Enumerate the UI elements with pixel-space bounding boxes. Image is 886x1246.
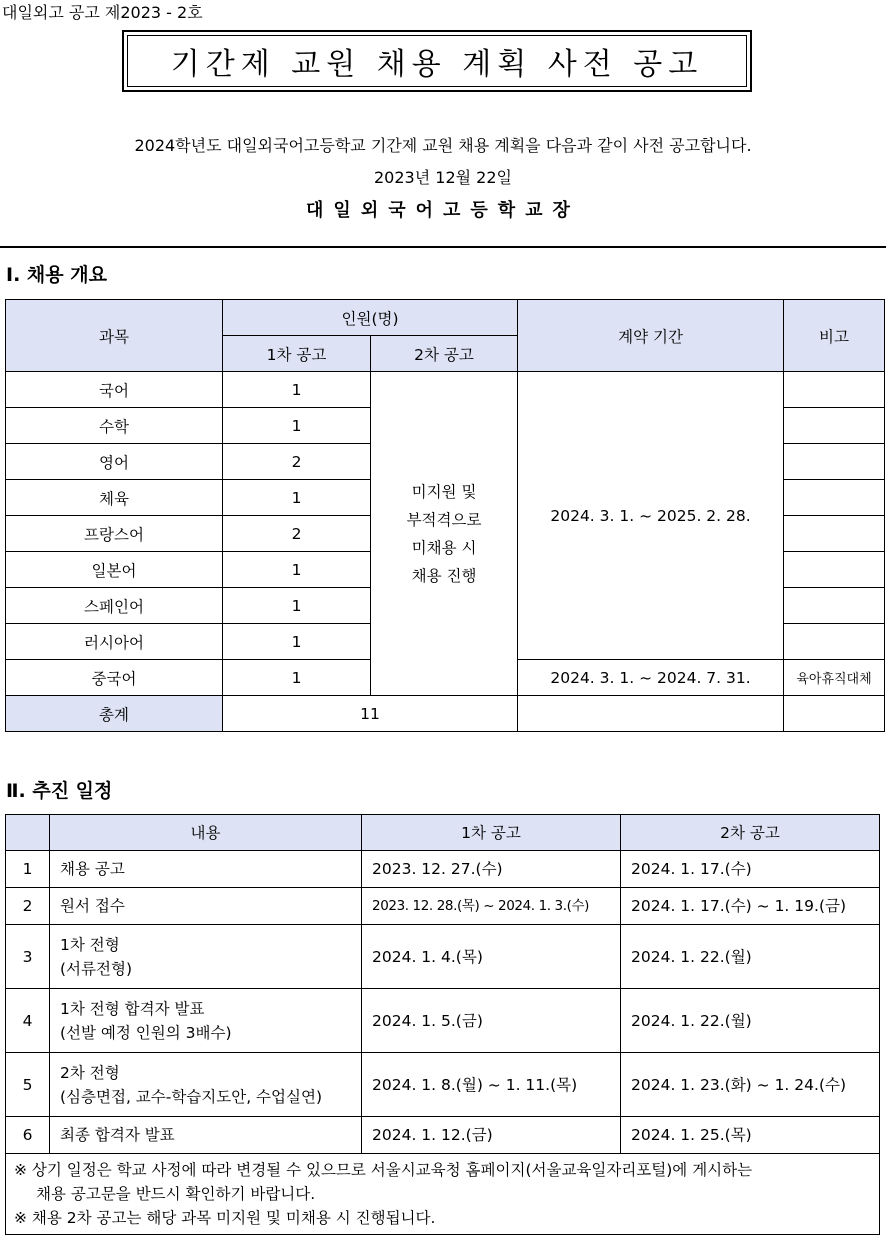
first-date-cell: 2024. 1. 4.(목): [362, 925, 621, 989]
divider: [0, 246, 886, 248]
second-notice-line: 부적격으로: [406, 510, 482, 529]
second-date-cell: 2024. 1. 17.(수) ~ 1. 19.(금): [621, 888, 880, 925]
second-date-cell: 2024. 1. 22.(월): [621, 989, 880, 1053]
content-cell: [50, 989, 362, 1053]
content-line: 최종 합격자 발표: [60, 1126, 175, 1144]
subject-cell: 일본어: [6, 552, 223, 588]
note-cell: [784, 516, 885, 552]
first-date-cell: 2024. 1. 8.(월) ~ 1. 11.(목): [362, 1053, 621, 1117]
second-date-cell: 2024. 1. 22.(월): [621, 925, 880, 989]
first-date-cell: 2023. 12. 27.(수): [362, 851, 621, 888]
second-notice-line: 미채용 시: [411, 538, 477, 557]
intro-text: 2024학년도 대일외국어고등학교 기간제 교원 채용 계획을 다음과 같이 사전 공고합니다.: [134, 136, 752, 155]
content-line: 채용 공고: [60, 860, 125, 878]
table-row: [6, 925, 880, 989]
contract-period-cell: 2024. 3. 1. ~ 2025. 2. 28.: [518, 372, 784, 660]
second-notice-line: 미지원 및: [411, 482, 477, 501]
subject-cell: 중국어: [6, 660, 223, 696]
second-date-cell: 2024. 1. 17.(수): [621, 851, 880, 888]
header-period: 계약 기간: [518, 300, 784, 372]
contract-period-cell: 2024. 3. 1. ~ 2024. 7. 31.: [518, 660, 784, 696]
content-cell: [50, 925, 362, 989]
row-number: 2: [6, 888, 50, 925]
row-number: 6: [6, 1117, 50, 1154]
subject-cell: 국어: [6, 372, 223, 408]
note-cell: 육아휴직대체: [784, 660, 885, 696]
subject-cell: 영어: [6, 444, 223, 480]
total-row: [6, 696, 885, 732]
content-line: 1차 전형 합격자 발표: [60, 999, 205, 1018]
total-label: 총계: [6, 696, 223, 732]
second-date-cell: 2024. 1. 23.(화) ~ 1. 24.(수): [621, 1053, 880, 1117]
first-count-cell: 1: [223, 480, 371, 516]
first-count-cell: 1: [223, 408, 371, 444]
header-headcount: 인원(명): [223, 300, 518, 336]
content-cell: [50, 1053, 362, 1117]
section2-title: Ⅱ. 추진 일정: [6, 780, 113, 802]
notice-date: 2023년 12월 22일: [374, 168, 512, 187]
note-line: ※ 상기 일정은 학교 사정에 따라 변경될 수 있으므로 서울시교육청 홈페이지(서울교육일자리포털)에 게시하는: [14, 1161, 753, 1179]
first-date-cell: 2023. 12. 28.(목) ~ 2024. 1. 3.(수): [362, 888, 621, 925]
note-line: ※ 채용 2차 공고는 해당 과목 미지원 및 미채용 시 진행됩니다.: [14, 1209, 436, 1227]
row-number: 1: [6, 851, 50, 888]
first-count-cell: 2: [223, 444, 371, 480]
row-number: 5: [6, 1053, 50, 1117]
subject-cell: 프랑스어: [6, 516, 223, 552]
note-cell: [784, 480, 885, 516]
table-row: [6, 1053, 880, 1117]
note-cell: [784, 552, 885, 588]
note-cell: [784, 444, 885, 480]
content-line: 1차 전형: [60, 935, 120, 954]
total-note-cell: [784, 696, 885, 732]
note-line: 채용 공고문을 반드시 확인하기 바랍니다.: [36, 1185, 316, 1203]
second-notice-cell: [371, 372, 518, 696]
first-date-cell: 2024. 1. 5.(금): [362, 989, 621, 1053]
header-number-cell: [6, 815, 50, 851]
content-line: (선발 예정 인원의 3배수): [60, 1023, 232, 1042]
header-second-notice: 2차 공고: [621, 815, 880, 851]
content-cell: [50, 888, 362, 925]
first-count-cell: 2: [223, 516, 371, 552]
subject-cell: 스페인어: [6, 588, 223, 624]
header-content: 내용: [50, 815, 362, 851]
schedule-table: [5, 814, 880, 1235]
table-row: [6, 888, 880, 925]
content-line: 원서 접수: [60, 897, 125, 915]
first-count-cell: 1: [223, 588, 371, 624]
row-number: 4: [6, 989, 50, 1053]
note-cell: [784, 588, 885, 624]
second-date-cell: 2024. 1. 25.(목): [621, 1117, 880, 1154]
header-first-notice: 1차 공고: [362, 815, 621, 851]
first-date-cell: 2024. 1. 12.(금): [362, 1117, 621, 1154]
subject-cell: 수학: [6, 408, 223, 444]
first-count-cell: 1: [223, 372, 371, 408]
header-subject: 과목: [6, 300, 223, 372]
content-cell: [50, 1117, 362, 1154]
subject-cell: 러시아어: [6, 624, 223, 660]
table-row: [6, 1117, 880, 1154]
note-cell: [784, 624, 885, 660]
header-second-notice: 2차 공고: [371, 336, 518, 372]
total-value: 11: [223, 696, 518, 732]
content-line: 2차 전형: [60, 1063, 120, 1082]
header-note: 비고: [784, 300, 885, 372]
total-period-cell: [518, 696, 784, 732]
second-notice-line: 채용 진행: [411, 566, 477, 585]
notes-row: [6, 1154, 880, 1235]
content-line: (서류전형): [60, 959, 132, 978]
document-number: 대일외고 공고 제2023 - 2호: [2, 3, 203, 22]
table-row: [6, 372, 885, 408]
first-count-cell: 1: [223, 552, 371, 588]
notes-cell: [6, 1154, 880, 1235]
recruitment-table: [5, 299, 885, 732]
content-cell: [50, 851, 362, 888]
subject-cell: 체육: [6, 480, 223, 516]
first-count-cell: 1: [223, 624, 371, 660]
table-row: [6, 851, 880, 888]
first-count-cell: 1: [223, 660, 371, 696]
row-number: 3: [6, 925, 50, 989]
table-row: [6, 989, 880, 1053]
note-cell: [784, 372, 885, 408]
section1-title: Ⅰ. 채용 개요: [6, 264, 107, 286]
page-title: 기간제 교원 채용 계획 사전 공고: [127, 35, 747, 87]
header-first-notice: 1차 공고: [223, 336, 371, 372]
content-line: (심층면접, 교수-학습지도안, 수업실연): [60, 1087, 322, 1106]
note-cell: [784, 408, 885, 444]
title-box: [122, 30, 752, 92]
signer: 대일외국어고등학교장: [306, 200, 580, 221]
